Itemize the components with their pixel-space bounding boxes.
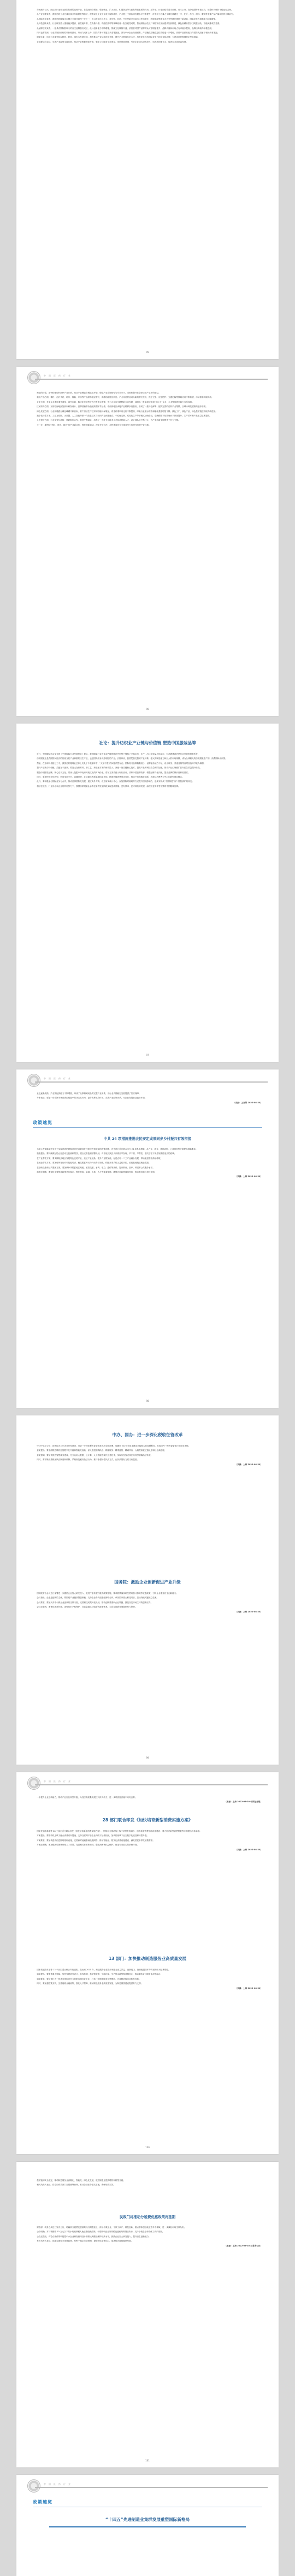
- page-body: 国家发展改革委等 28 个部门近日联合印发《加快培育新型消费实施方案》，围绕加力推动线上线下消费有机融合、加快新型消费基础设施建设、着力补齐新型消费短板等方面提出具体举措。 方案提出，要推动线上线下融合消费双向提速，支持互联网平台企业向线下延伸拓展，加快传统线下业态数字化改造和转型升级。 方案要求，要加快建设信息网络基础设施，完善商贸流通基础设施网络，推动智能化、数字化消费设施建设，满足居民多样化消费需求。 方案还明确，要加强新型消费领域人才培养，完善相关标准和规则，强化消费者权益保护，营造安全放心的消费环境。 （来源：上海 2022-08-30）: [33, 1829, 262, 1852]
- page-number: 96: [146, 708, 149, 710]
- article-title: 中共 24 项措施推进农民安定成果同步乡村振兴有效衔接: [103, 1137, 192, 1141]
- page-body: 财政部、税务总局近日发布公告，明确部分税费优惠政策执行期限延长，涉及小微企业、个体工商户、科技创新、重点群体创业就业等多个领域，进一步减轻市场主体负担。 公告明确，对月销售额 10 万元以下的小规模纳税人免征增值税政策、小型微利企业所得税优惠政策等继续执行，支持小微企业和个体工商户发展。 公告还提出，对符合条件的科技型中小企业研发费用加计扣除比例继续保持较高水平，鼓励企业加大研发投入，提升自主创新能力。 有关负责人表示，延续实施相关优惠政策，有利于稳定市场预期，提振市场主体信心，促进经济持续健康发展。 （来源：上海 2022-08-30 交易所公告）: [33, 2225, 262, 2248]
- page: [16, 2162, 279, 2467]
- page-number: 98: [146, 1400, 149, 1402]
- page-number: 97: [146, 1054, 149, 1056]
- article-source: （来源：上海 2022-08-30）: [235, 1175, 262, 1178]
- page-number: 100: [145, 2146, 150, 2149]
- article-source: （来源：上海 2022-08-30）: [235, 1848, 262, 1851]
- page-body: 制造的转型，加快构建现代纺织产业体系，推动产业链供应链优化升级，增强产业发展韧性与安全水平，巩固和提升在全球纺织产业中的地位。 重点产品方面，棉纱、化纤长丝、坯布、服装、家纺等产品保持稳定增长，高端功能性纺织品、产业用纺织品成为新的增长亮点，医疗卫生、应急防护、交通运输等领域应用不断拓展，市场需求持续释放。 企业方面，龙头企业通过兼并重组、海外布局、数字化改造等方式不断做大做强，中小企业向专精特新方向发展，涌现出一批单项冠军和“小巨人”企业，企业整体盈利能力有所改善。 区域布局方面，东部沿海地区加快向研发设计、品牌营销等价值链高端环节延伸，中西部地区承接产业转移步伐加快，形成了一批特色鲜明、配套完善的纺织产业集群，区域协调发展格局逐步形成。 绿色发展方面，行业积极践行碳达峰碳中和目标，推广清洁生产技术和节能环保装备，再生纤维利用比例不断提高，印染行业废水排放和能耗强度明显下降，绿色工厂、绿色产品、绿色供应链建设取得新进展。 数字化转型方面，工业互联网、大数据、人工智能等新一代信息技术与纺织产业深度融合，个性化定制、柔性化生产等新模式加快普及，全流程数字化管理水平持续提升，生产效率和产品质量显著提高。 人才建设方面，行业加强与高校、科研院所合作，推进产教融合，培养了一大批专业技术人才和高技能人才，设计师队伍不断壮大，为产业创新发展提供了有力支撑。 下一步，要围绕“科技、时尚、绿色”的产业新定位，强化创新驱动，深化开放合作，加快建设具有全球竞争力的现代纺织产业体系。: [37, 392, 217, 426]
- article-title: 13 部门：加快推动制造服务业高质量发展: [108, 1956, 187, 1961]
- page-body: 业也逐渐成熟，产业链配套能力不断增强，形成了从原料到成品的完整产业体系，为行业长期稳定发展提供了坚实保障。 专家表示，要进一步发挥市场在资源配置中的决定性作用，更好发挥政府作用，完善产业政策体系，为企业发展营造良好环境。 （来源：上交所 2022-08-30）: [33, 1091, 262, 1105]
- page-body: 国家发展改革委等 13 个部门近日联合印发通知，提出到 2025 年，制造服务业在提升制造业质量效益、创新能力、资源配置效率等方面的作用显著增强。 通知提出，要聚焦重点领域，加快发展研发设计、检验检测、供应链管理、节能环保、生产性金融等制造服务业，推动制造业与服务业深度融合。 通知要求，要培育壮大一批具有国际竞争力的制造服务业企业，打造一批制造服务业集聚区，完善制造服务业标准体系。 同时，要加强政策支持，完善财税金融政策，强化人才保障，推动制造服务业高质量发展，为制造强国建设提供有力支撑。 （来源：上海 2022-08-30）: [33, 1968, 262, 1991]
- header-rule: [35, 1081, 268, 1083]
- article-title: 28 部门联合印发《加快培育新型消费实施方案》: [102, 1818, 193, 1822]
- page-body: 供应链的安全稳定，推动制造服务业高端化、智能化、绿色化发展，促进制造业提质增效和转型升级。 相关负责人表示，将会同有关部门加强统筹协调，推动各项任务落实落地，确保取得实效。: [37, 2179, 125, 2186]
- header-text: 中 国 医 药 行 业: [44, 1780, 72, 1783]
- page: [16, 2475, 279, 2576]
- page: [16, 1069, 279, 1408]
- article-source: （来源：上海 2022-08-30）: [235, 1987, 262, 1989]
- page-body: 为深入贯彻落实中央关于实现巩固拓展脱贫攻坚成果同乡村振兴有效衔接的决策部署，有关部门近日联合出台 24 项具体措施，从产业、就业、基础设施、公共服务等方面提出明确要求。 措施提出，要持续做好防止返贫动态监测和帮扶，健全完善监测预警机制，对易返贫致贫人口做到早发现、早干预、早帮扶，坚决守住不发生规模性返贫的底线。 在产业帮扶方面，要支持脱贫地区发展特色优势产业，延长产业链条，提升产业附加值，促进农村一二三产业融合发展，带动脱贫群众持续增收。 在就业帮扶方面，要加强劳务协作和技能培训，稳定脱贫劳动力外出务工规模，积极开发乡村公益性岗位，拓宽就地就近就业渠道。 在基础设施和公共服务方面，要加快补齐脱贫地区短板，改善交通、水利、电力、通信等条件，提升教育、医疗、养老等公共服务水平。 措施还明确，要保持主要帮扶政策总体稳定，强化财政、金融、土地、人才等要素保障，确保各项政策落地见效，推动脱贫地区加快发展。 （来源：上海 2022-08-30）: [33, 1147, 262, 1179]
- article-title: 国务院：激励企业创新促进产业升级: [114, 1580, 181, 1585]
- article-source: （来源：上海 2022-08-30 中国证券报）: [225, 1801, 262, 1803]
- article-source: （来源：上海 2022-08-30 交易所公告）: [225, 2244, 262, 2247]
- page: [16, 1415, 279, 1765]
- header-rule: [35, 2487, 268, 2488]
- page-body: 一步提升企业创新能力，推动产业加快转型升级，为经济高质量发展注入持久动力，进一步巩固经济稳中向好态势。 （来源：上海 2022-08-30 中国证券报）: [33, 1795, 262, 1804]
- section-tag: 政策速览: [33, 2500, 52, 2505]
- page-header: [27, 1074, 268, 1088]
- page: [16, 0, 279, 359]
- header-rule: [35, 379, 268, 380]
- page-body: 国务院常务会议近日部署进一步激励企业加大研发投入、促进产业转型升级的政策措施，要求抓紧落实研发费用加计扣除等优惠政策，引导企业增强自主创新能力。 会议指出，企业是创新的主体，要围绕产业链部署创新链，支持企业牵头组建创新联合体，承担国家重大科技项目，加快突破关键核心技术。 会议要求，要加大对中小微企业创新的支持力度，完善科技成果转化机制，推动创新要素向企业集聚，激发各类市场主体的创新活力。 会议还强调，要优化创新环境，加强知识产权保护，完善金融支持创新的政策体系，为企业创新发展提供有力保障。 （来源：上海 2022-08-30）: [33, 1591, 262, 1614]
- section-tag: 政策速览: [33, 1120, 52, 1125]
- page-body: 市场潜力巨大，而且纺织业作为我国传统的优势产业，在促进经济增长、增加就业、扩大出口、积累资金等方面发挥着重要的作用。近年来，行业面临着需求放缓、成本上升、竞争加剧等多重压力，但整体仍保持平稳运行态势。 从产业规模来看，我国纺织工业总量连续多年稳居世界首位，规模以上企业营业收入保持增长，产业链上下游协同发展水平不断提升，纤维加工总量占全球比重超过一半，化纤、纱线、面料、服装等主要产品产量均位居全球前列。 从国际市场来看，我国纺织服装出口额占全球比重约三分之一，出口市场日趋多元，对东盟、非洲、中东等新兴市场出口快速增长，跨境电商等新业态为外贸增长提供了新动能，国际竞争力和影响力持续增强。 从科技创新来看，行业研发投入强度稳步提高，高性能纤维、生物基纤维、功能性面料等领域取得一批突破性成果，智能制造示范工厂和数字化车间建设加快推进，绿色低碳转型步伐明显加快，节能减排成效显著。 从品牌建设来看，一批具有国际影响力的自主品牌加快成长，设计创新能力不断增强，国潮文化持续升温，消费者对国产品牌的认可度明显提升，品牌价值和市场占有率稳步提高，品牌出海取得积极进展。 同时也要看到，行业发展仍面临原料价格波动、劳动力成本上升、国际贸易环境复杂多变等挑战，部分中小企业经营困难，产业链供应链稳定性有待进一步增强，高端产品供给能力与国际先进水平相比仍有差距。 展望未来，纺织行业要坚持以科技、时尚、绿色为发展方向，加快推动产业结构优化升级，提升产业链现代化水平，培育更多具有国际竞争力的企业和品牌，为建设纺织强国奠定坚实基础。 各地要结合实际，完善产业政策支持体系，推动产业集群提质升级，强化公共服务平台建设，优化营商环境，引导企业加大研发投入，培育新的增长点，促进行业高质量发展。: [37, 9, 235, 43]
- page-number: 95: [146, 351, 149, 354]
- page-body: 中共中央办公厅、国务院办公厅近日印发意见，对进一步深化税收征管改革作出全面部署，明确到 2025 年基本建成功能强大的智慧税务，形成国内一流的智能化行政应用系统。 意见提出，要全面推进税收征管数字化升级和智能化改造，深入推进精确执法、精细服务、精准监管、精诚共治，大幅提高税法遵从度和社会满意度。 意见强调，要加快推进智慧税务建设，充分运用大数据、云计算、人工智能等现代信息技术，实现从经验式执法向科学精确执法转变。 同时，要不断完善税务执法制度和机制，严格规范税务执法行为，推行非强制性执法方式，让执法既有力度又有温度。 （来源：上海 2022-08-30）: [33, 1444, 262, 1467]
- article-title: 社论：提升纺织业产业链与价值链 塑造中国服装品牌: [99, 740, 196, 745]
- article-title: 民政门将推动分税费优惠政策再延期: [119, 2215, 176, 2219]
- header-text: 中 国 医 药 行 业: [44, 2483, 72, 2485]
- header-text: 中 国 医 药 行 业: [44, 1077, 72, 1080]
- journal-logo-icon: [27, 371, 40, 384]
- page-number: 99: [146, 1756, 149, 1759]
- page-number: 101: [145, 2459, 150, 2462]
- page: [16, 1772, 279, 2154]
- article-source: （来源：上海 2022-08-30）: [235, 1463, 262, 1466]
- page-header: [27, 371, 268, 385]
- journal-logo-icon: [27, 1777, 40, 1790]
- page-header: [27, 1777, 268, 1791]
- journal-logo-icon: [27, 1074, 40, 1087]
- page-body: 近日，中国服装协会发布的《中国服装行业发展报告》显示，我国服装行业在复杂严峻的国内外形势下保持了平稳运行，生产、出口和效益总体稳定，但品牌建设仍是行业发展的短板所在。 纺织服装业是我国国民经济的传统支柱产业和重要民生产业，也是国际竞争优势明显的产业。长期以来，我国凭借完整的产业体系、强大的制造能力和巨大的市场规模，成为全球最大的纺织服装生产国、消费国和出口国。 然而，在全球价值链分工中，我国纺织服装业总体上仍处于中低端环节，“大而不强”的问题依然存在。国际知名品牌数量较少，品牌溢价能力不足，设计研发、渠道营销等高附加值环节较为薄弱。 提升产业链与价值链，关键在于创新。要加大在新材料、新工艺、新装备方面的研发投入，突破一批关键核心技术，提高产品的科技含量和附加值，推动产业由规模扩张向质量效益提升转变。 塑造中国服装品牌，核心在于文化。要深入挖掘中华优秀传统文化的时尚价值，将东方美学融入现代设计，讲好中国品牌故事，增强品牌文化内涵，提升品牌的辨识度和美誉度。 同时，要加快数字化转型，利用电商平台、直播带货、社交媒体等新渠道拓展市场，精准把握消费需求变化，推动产品和服务创新，构建以消费者为中心的新型商业模式。 此外，要积极参与国际竞争与合作，推动品牌国际化发展，通过海外并购、设立研发设计中心、参加国际时装周等方式提升国际影响力，逐步实现从“中国制造”向“中国品牌”的转变。 相信在政府、行业协会和企业的共同努力下，我国纺织服装业必将在新的发展阶段实现更高质量、更有效率、更可持续的发展，涌现出更多享誉世界的中国服装品牌。: [37, 753, 227, 787]
- title-underline: [49, 2526, 246, 2527]
- header-text: 中 国 医 药 行 业: [44, 374, 72, 377]
- page-header: [27, 2479, 268, 2494]
- article-source: （来源：上交所 2022-08-30）: [233, 1101, 262, 1104]
- journal-logo-icon: [27, 2479, 40, 2493]
- page: [16, 367, 279, 716]
- article-title: “十四五”先进制造业集群发展重塑国际新格局: [105, 2517, 190, 2522]
- page: [16, 724, 279, 1062]
- header-rule: [35, 1784, 268, 1785]
- article-title: 中办、国办：进一步深化税收征管改革: [112, 1432, 183, 1437]
- section-rule: [33, 1127, 262, 1128]
- article-source: （来源：上海 2022-08-30）: [235, 1610, 262, 1613]
